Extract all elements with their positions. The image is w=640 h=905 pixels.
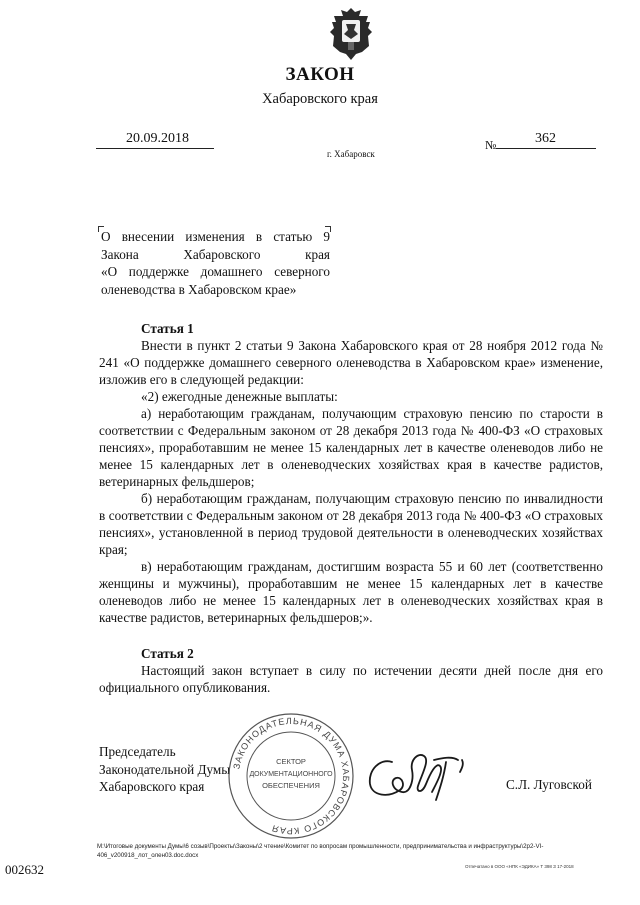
signatory-position	[99, 743, 230, 796]
paragraph: в) неработающим гражданам, достигшим возраста 55 и 60 лет (соответственно женщины и мужчины), проработавшим не менее 15 календарных лет в качестве оленеводов либо не менее 15 календарных лет в оленеводческих хозяйствах края в качестве радистов, ветеринарных фельдшеров;».	[99, 559, 603, 625]
subject-line: О внесении изменения в статью 9	[101, 229, 330, 244]
stamp-ring-text: ЗАКОНОДАТЕЛЬНАЯ ДУМА ХАБАРОВСКОГО КРАЯ	[231, 715, 352, 837]
signatory-name: С.Л. Луговской	[506, 777, 592, 792]
article-2-heading: Статья 2	[141, 646, 194, 661]
position-line: Хабаровского края	[99, 779, 205, 794]
law-body	[99, 320, 603, 696]
number-underline	[496, 148, 596, 149]
position-line: Законодательной Думы	[99, 761, 231, 777]
stamp-center-line: ОБЕСПЕЧЕНИЯ	[262, 781, 320, 790]
law-number: 362	[535, 131, 556, 146]
date-underline	[96, 148, 214, 149]
paragraph: б) неработающим гражданам, получающим страховую пенсию по инвалидности в соответствии с Федеральным законом от 28 декабря 2013 года № 400-ФЗ «О страховых пенсиях», установленной в период трудовой деятельности в оленеводческих хозяйствах края;	[99, 491, 603, 557]
handwritten-signature	[362, 740, 472, 810]
paragraph: а) неработающим гражданам, получающим страховую пенсию по старости в соответствии с Федеральным законом от 28 декабря 2013 года № 400-ФЗ «О страховых пенсиях», проработавшим не менее 15 календарных лет в качестве оленеводов либо не менее 15 календарных лет в оленеводческих хозяйствах края в качестве радистов, ветеринарных фельдшеров;	[99, 406, 603, 489]
article-1-heading: Статья 1	[141, 321, 194, 336]
subject-line: Закона Хабаровского края	[101, 246, 330, 262]
stamp-center-line: СЕКТОР	[276, 757, 306, 766]
law-subtitle: Хабаровского края	[262, 91, 378, 107]
stamp-center-line: ДОКУМЕНТАЦИОННОГО	[249, 771, 333, 778]
file-path: M:\Итоговые документы Думы\6 созыв\Проекты\Законы\2 чтение\Комитет по вопросам промышленности, предпринимательства и инфраструктуры\2р2-VI-406_v200918_лот_олен03.doc.docx	[97, 843, 544, 859]
paragraph: Внести в пункт 2 статьи 9 Закона Хабаровского края от 28 ноября 2012 года № 241 «О поддержке домашнего северного оленеводства в Хабаровском крае» изменение, изложив его в следующей редакции:	[99, 338, 603, 387]
coat-of-arms-emblem	[328, 6, 374, 62]
document-number: 002632	[5, 862, 44, 877]
law-subject	[101, 228, 330, 298]
law-title: ЗАКОН	[285, 64, 355, 85]
paragraph: Настоящий закон вступает в силу по истечении десяти дней после дня его официального опубликования.	[99, 663, 603, 695]
law-date: 20.09.2018	[126, 131, 189, 146]
print-note: Отпечатано в ООО «НПК «ЭДИКА» Т 398 З 17-2018	[465, 864, 574, 869]
position-line: Председатель	[99, 744, 176, 759]
subject-line: оленеводства в Хабаровском крае»	[101, 281, 297, 297]
official-stamp	[225, 712, 357, 840]
paragraph: «2) ежегодные денежные выплаты:	[141, 389, 338, 404]
subject-line: «О поддержке домашнего северного	[101, 264, 330, 279]
city: г. Хабаровск	[327, 149, 375, 159]
number-sign: №	[485, 138, 497, 152]
